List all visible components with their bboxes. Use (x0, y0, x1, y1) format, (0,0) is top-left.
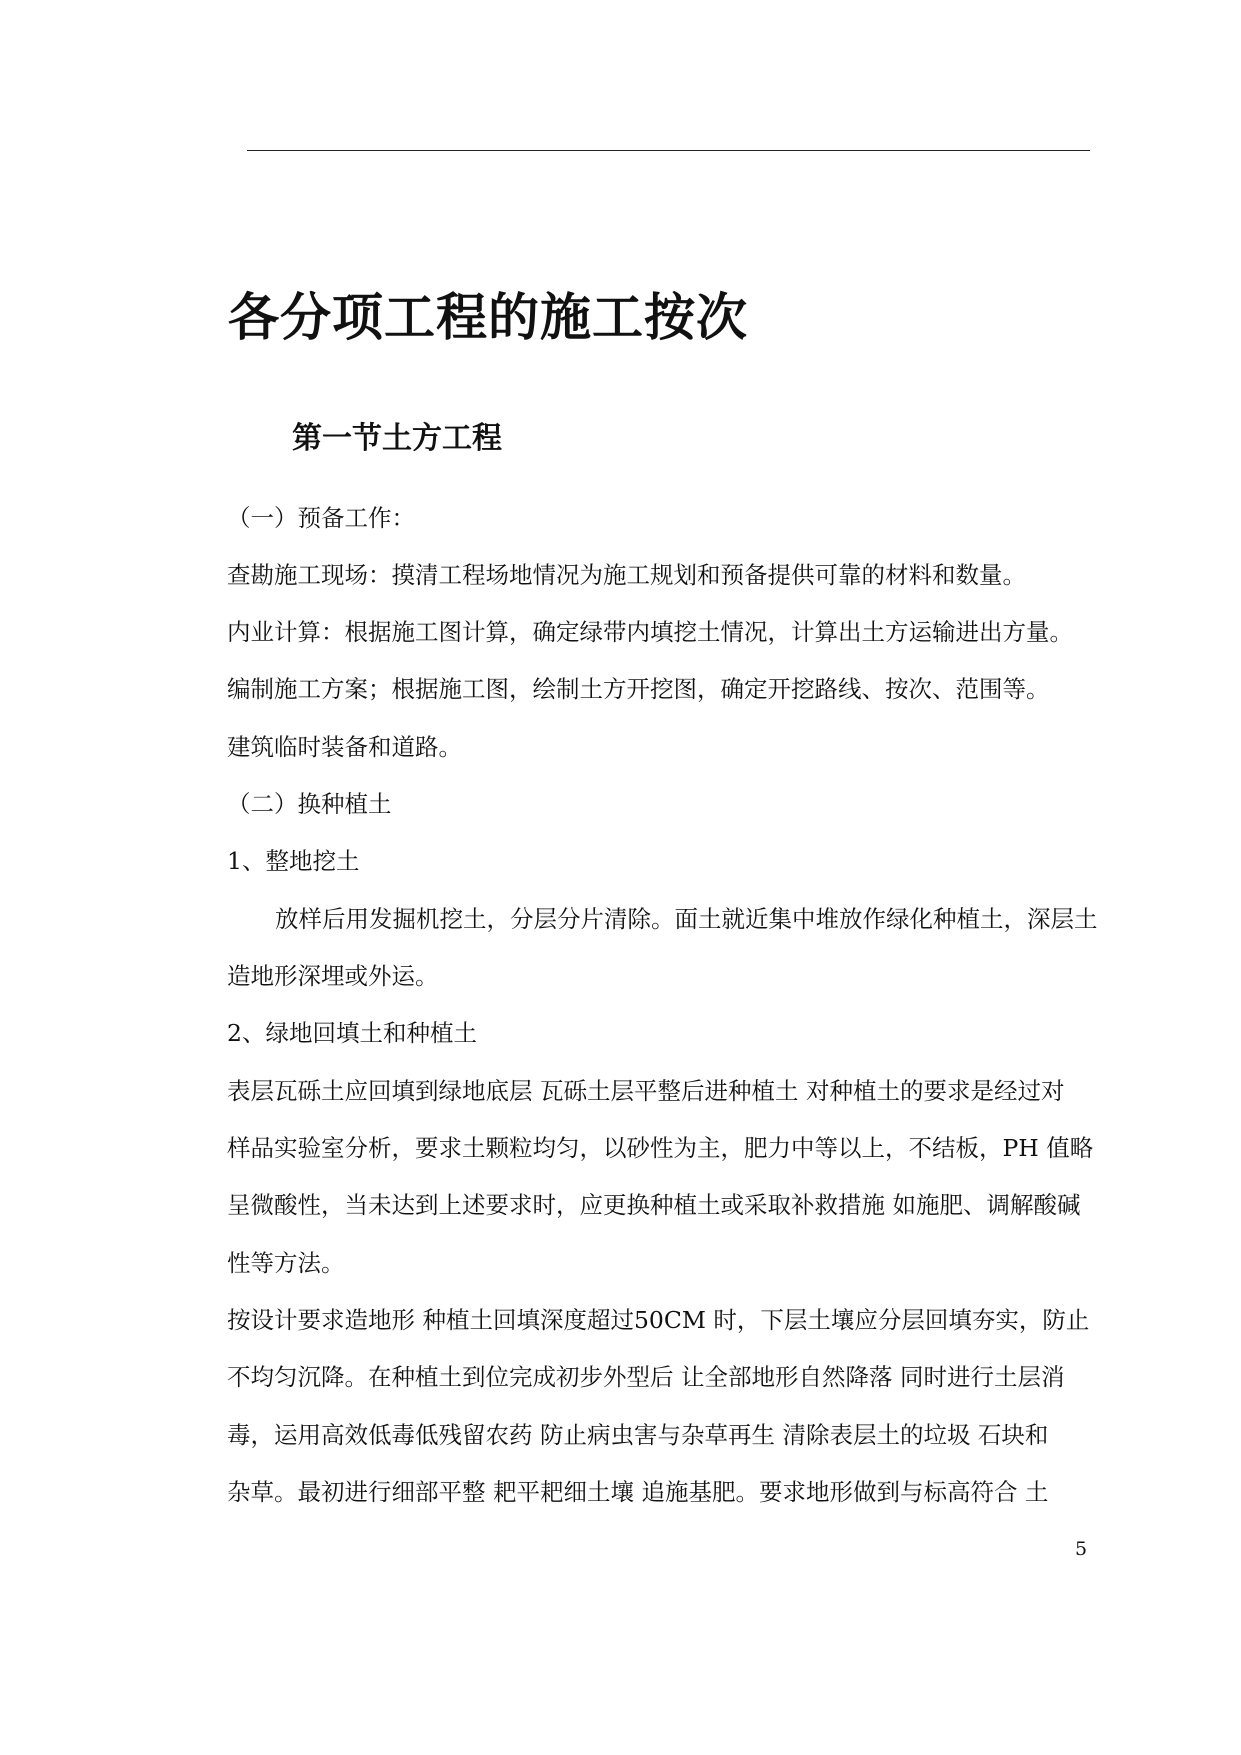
body-line: 呈微酸性，当未达到上述要求时，应更换种植土或采取补救措施 如施肥、调解酸碱 (227, 1191, 1081, 1219)
body-line-site-survey: 查勘施工现场：摸清工程场地情况为施工规划和预备提供可靠的材料和数量。 (227, 561, 1026, 589)
body-line: 毒，运用高效低毒低残留农药 防止病虫害与杂草再生 清除表层土的垃圾 石块和 (227, 1421, 1049, 1449)
body-line: 不均匀沉降。在种植土到位完成初步外型后 让全部地形自然降落 同时进行土层消 (227, 1363, 1065, 1391)
body-line-temporary-facilities: 建筑临时装备和道路。 (227, 733, 462, 761)
section-title: 第一节土方工程 (292, 421, 502, 456)
body-line: 按设计要求造地形 种植土回填深度超过50CM 时，下层土壤应分层回填夯实，防止 (227, 1306, 1090, 1334)
item-heading-excavation: 1、整地挖土 (227, 847, 360, 875)
body-line: 放样后用发掘机挖土，分层分片清除。面土就近集中堆放作绿化种植土，深层土 (275, 905, 1098, 933)
body-line-office-calculation: 内业计算：根据施工图计算，确定绿带内填挖土情况，计算出土方运输进出方量。 (227, 618, 1073, 646)
body-line: 样品实验室分析，要求土颗粒均匀，以砂性为主，肥力中等以上，不结板，PH 值略 (227, 1134, 1094, 1162)
item-heading-backfill: 2、绿地回填土和种植土 (227, 1019, 477, 1047)
chapter-title: 各分项工程的施工按次 (228, 289, 749, 348)
body-line: 表层瓦砾土应回填到绿地底层 瓦砾土层平整后进种植土 对种植土的要求是经过对 (227, 1077, 1065, 1105)
body-line: 性等方法。 (227, 1249, 345, 1277)
body-line-construction-plan: 编制施工方案；根据施工图，绘制土方开挖图，确定开挖路线、按次、范围等。 (227, 675, 1050, 703)
page-number: 5 (1075, 1538, 1088, 1560)
body-line: 造地形深埋或外运。 (227, 962, 439, 990)
body-line: 杂草。最初进行细部平整 耙平耙细土壤 追施基肥。要求地形做到与标高符合 土 (227, 1478, 1049, 1506)
subsection-heading-soil-replacement: （二）换种植土 (227, 790, 392, 818)
subsection-heading-preparation: （一）预备工作： (227, 504, 415, 532)
header-rule (247, 150, 1090, 151)
